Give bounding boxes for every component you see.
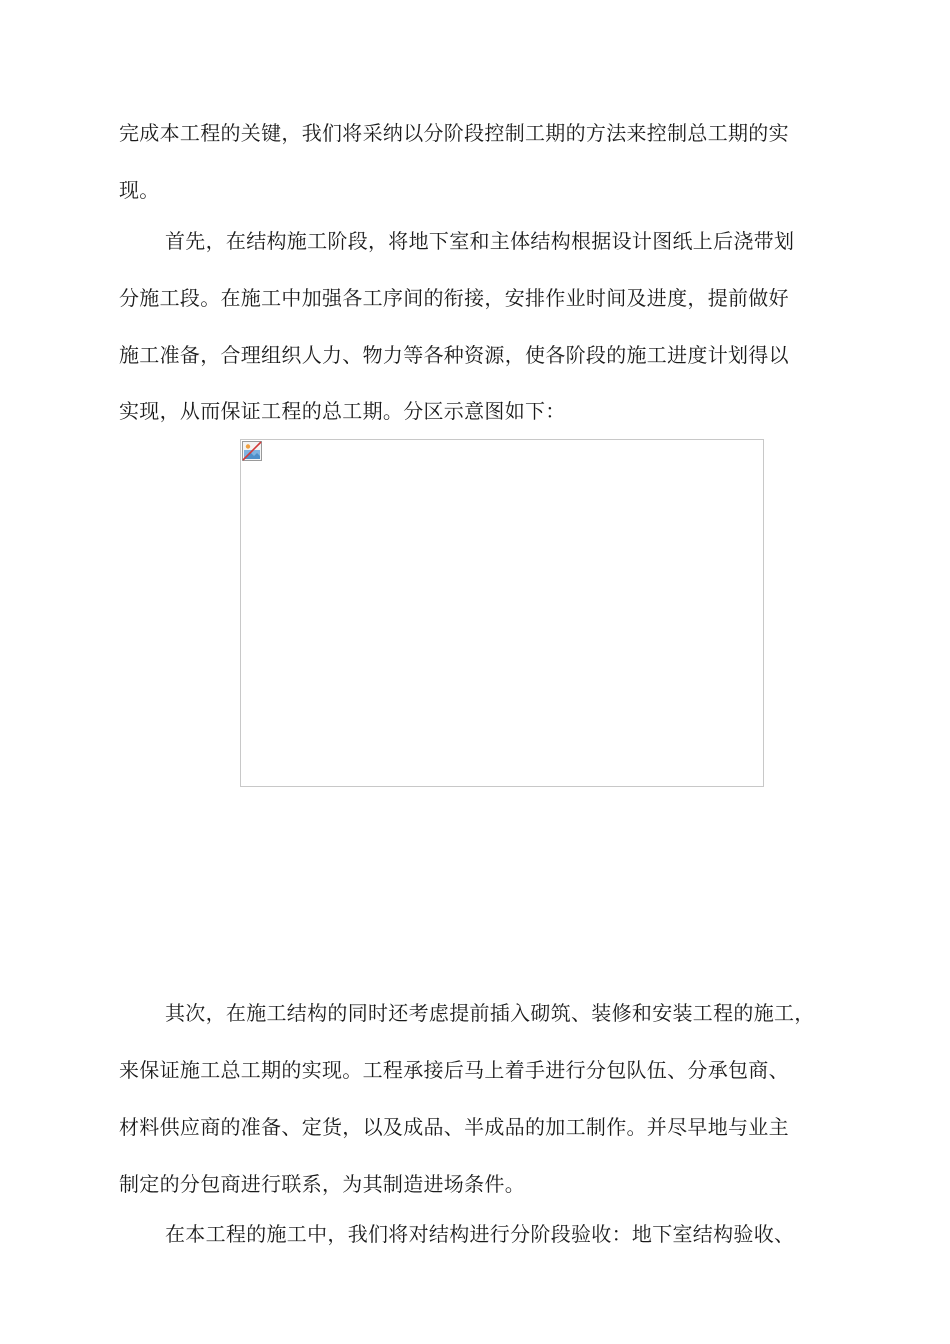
paragraph-2-line-3: 施工准备，合理组织人力、物力等各种资源，使各阶段的施工进度计划得以: [119, 343, 789, 367]
paragraph-3-line-2: 来保证施工总工期的实现。工程承接后马上着手进行分包队伍、分承包商、: [119, 1058, 789, 1082]
paragraph-4-line-1: 在本工程的施工中，我们将对结构进行分阶段验收：地下室结构验收、: [165, 1222, 795, 1246]
paragraph-3-line-1: 其次，在施工结构的同时还考虑提前插入砌筑、装修和安装工程的施工，: [165, 1001, 815, 1025]
paragraph-2-line-1: 首先，在结构施工阶段，将地下室和主体结构根据设计图纸上后浇带划: [165, 229, 795, 253]
broken-image-icon: [242, 441, 262, 461]
paragraph-1-line-2: 现。: [119, 178, 160, 202]
zoning-diagram-placeholder: [240, 439, 764, 787]
paragraph-3-line-3: 材料供应商的准备、定货，以及成品、半成品的加工制作。并尽早地与业主: [119, 1115, 789, 1139]
paragraph-3-line-4: 制定的分包商进行联系，为其制造进场条件。: [119, 1172, 525, 1196]
paragraph-2-line-4: 实现，从而保证工程的总工期。分区示意图如下：: [119, 399, 566, 423]
paragraph-1-line-1: 完成本工程的关键，我们将采纳以分阶段控制工期的方法来控制总工期的实: [119, 121, 789, 145]
paragraph-2-line-2: 分施工段。在施工中加强各工序间的衔接，安排作业时间及进度，提前做好: [119, 286, 789, 310]
